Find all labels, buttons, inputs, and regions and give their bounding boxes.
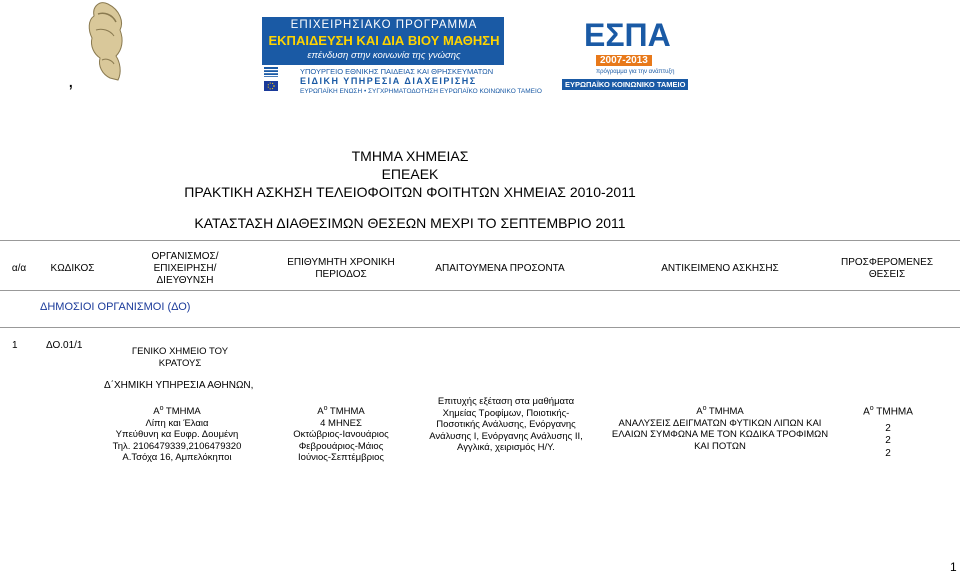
entry-period: [276, 403, 406, 464]
program-banner: [262, 17, 504, 65]
espa-subtitle: πρόγραμμα για την ανάπτυξη: [596, 69, 675, 75]
entry-code: ΔΟ.01/1: [46, 340, 83, 351]
section-public: [40, 301, 190, 313]
header-org: ΟΡΓΑΝΙΣΜΟΣ/ ΕΠΙΧΕΙΡΗΣΗ/ ΔΙΕΥΘΥΝΣΗ: [151, 251, 219, 286]
section-public-label: ΔΗΜΟΣΙΟΙ ΟΡΓΑΝΙΣΜΟΙ: [40, 301, 165, 313]
period-line: 4 ΜΗΝΕΣ: [320, 417, 362, 429]
header-requirements: ΑΠΑΙΤΟΥΜΕΝΑ ΠΡΟΣΟΝΤΑ: [435, 263, 565, 274]
positions-count: 2: [885, 435, 891, 447]
org-line: Α.Τσόχα 16, Αμπελόκηποι: [122, 452, 232, 464]
espa-eu-label: ΕΥΡΩΠΑΪΚΟ ΚΟΙΝΩΝΙΚΟ ΤΑΜΕΙΟ: [562, 79, 688, 90]
greek-eu-flags-icon: [264, 67, 296, 95]
title-practice: ΠΡΑΚΤΙΚΗ ΑΣΚΗΣΗ ΤΕΛΕΙΟΦΟΙΤΩΝ ΦΟΙΤΗΤΩΝ ΧΗΜΕΙΑΣ 2010-2011: [184, 184, 636, 200]
espa-logo: ΕΣΠΑ: [584, 17, 671, 53]
positions-count: 2: [885, 422, 891, 434]
espa-banner: [262, 17, 704, 97]
banner-line1: ΕΠΙΧΕΙΡΗΣΙΑΚΟ ΠΡΟΓΡΑΜΜΑ: [290, 19, 478, 31]
eu-fund-line: ΕΥΡΩΠΑΪΚΗ ΕΝΩΣΗ • ΣΥΓΧΡΗΜΑΤΟΔΟΤΗΣΗ ΕΥΡΩΠΑΪΚΟ ΚΟΙΝΩΝΙΚΟ ΤΑΜΕΙΟ: [300, 88, 542, 95]
header-positions: ΠΡΟΣΦΕΡΟΜΕΝΕΣ ΘΕΣΕΙΣ: [840, 257, 934, 280]
dept-label: $A^o$ ΤΜΗΜΑ: [317, 405, 365, 418]
divider: [0, 290, 960, 291]
page-number: 1: [950, 560, 957, 574]
entry-number: 1: [12, 340, 18, 351]
header-subject: ΑΝΤΙΚΕΙΜΕΝΟ ΑΣΚΗΣΗΣ: [661, 263, 779, 274]
org-line: Λίπη και Έλαια: [145, 417, 209, 429]
title-status: ΚΑΤΑΣΤΑΣΗ ΔΙΑΘΕΣΙΜΩΝ ΘΕΣΕΩΝ ΜΕΧΡΙ ΤΟ ΣΕΠΤΕΜΒΡΙΟ 2011: [194, 215, 626, 231]
period-line: Οκτώβριος-Ιανουάριος: [293, 429, 389, 441]
entry-positions: [836, 403, 940, 460]
entry-org-details: [110, 403, 244, 464]
entry-org-name: ΓΕΝΙΚΟ ΧΗΜΕΙΟ ΤΟΥ ΚΡΑΤΟΥΣ: [131, 346, 229, 369]
entry-requirements: Επιτυχής εξέταση στα μαθήματα Χημείας Τροφίμων, Ποιοτικής-Ποσοτικής Ανάλυσης, Ενόργανης Ανάλυσης Ι, Ενόργανης Ανάλυσης ΙΙ, Αγγλικά, χειρισμός Η/Υ.: [429, 396, 583, 453]
section-public-abbr: (ΔΟ): [167, 301, 191, 313]
period-line: Φεβρουάριος-Μάιος: [298, 440, 384, 452]
org-line: Υπεύθυνη κα Ευφρ. Δουμένη: [115, 429, 239, 441]
banner-line2: ΕΚΠΑΙΔΕΥΣΗ ΚΑΙ ΔΙΑ ΒΙΟΥ ΜΑΘΗΣΗ: [268, 33, 500, 48]
ministry-line: ΥΠΟΥΡΓΕΙΟ ΕΘΝΙΚΗΣ ΠΑΙΔΕΙΑΣ ΚΑΙ ΘΡΗΣΚΕΥΜΑΤΩΝ: [300, 67, 494, 76]
espa-years: 2007-2013: [596, 55, 652, 66]
positions-count: 2: [885, 447, 891, 459]
management-line: ΕΙΔΙΚΗ ΥΠΗΡΕΣΙΑ ΔΙΑΧΕΙΡΙΣΗΣ: [300, 76, 477, 86]
period-line: Ιούνιος-Σεπτέμβριος: [298, 452, 384, 464]
athena-helmet-logo: [78, 0, 134, 84]
dept-label: $A^o$ ΤΜΗΜΑ: [153, 405, 201, 418]
org-line: Τηλ. 2106479339,2106479320: [112, 440, 242, 452]
banner-line3: επένδυση στην κοινωνία της γνώσης: [307, 50, 461, 61]
divider: [0, 240, 960, 241]
header-aa: α/α: [11, 263, 27, 274]
header-period: ΕΠΙΘΥΜΗΤΗ ΧΡΟΝΙΚΗ ΠΕΡΙΟΔΟΣ: [287, 257, 395, 280]
dept-label: $A^o$ ΤΜΗΜΑ: [696, 405, 744, 418]
title-department: ΤΜΗΜΑ ΧΗΜΕΙΑΣ: [351, 148, 469, 164]
dept-label: $A^o$ ΤΜΗΜΑ: [863, 405, 913, 418]
header-code: ΚΩΔΙΚΟΣ: [50, 263, 95, 274]
title-program: ΕΠΕΑΕΚ: [381, 166, 439, 182]
stray-comma: ,: [68, 70, 74, 92]
divider: [0, 327, 960, 328]
entry-directorate: Δ΄ΧΗΜΙΚΗ ΥΠΗΡΕΣΙΑ ΑΘΗΝΩΝ,: [104, 380, 254, 391]
entry-subject: [606, 403, 834, 452]
subject-text: ΑΝΑΛΥΣΕΙΣ ΔΕΙΓΜΑΤΩΝ ΦΥΤΙΚΩΝ ΛΙΠΩΝ ΚΑΙ ΕΛΑΙΩΝ ΣΥΜΦΩΝΑ ΜΕ ΤΟΝ ΚΩΔΙΚΑ ΤΡΟΦΙΜΩΝ ΚΑΙ ΠΟΤΩΝ: [611, 417, 829, 452]
